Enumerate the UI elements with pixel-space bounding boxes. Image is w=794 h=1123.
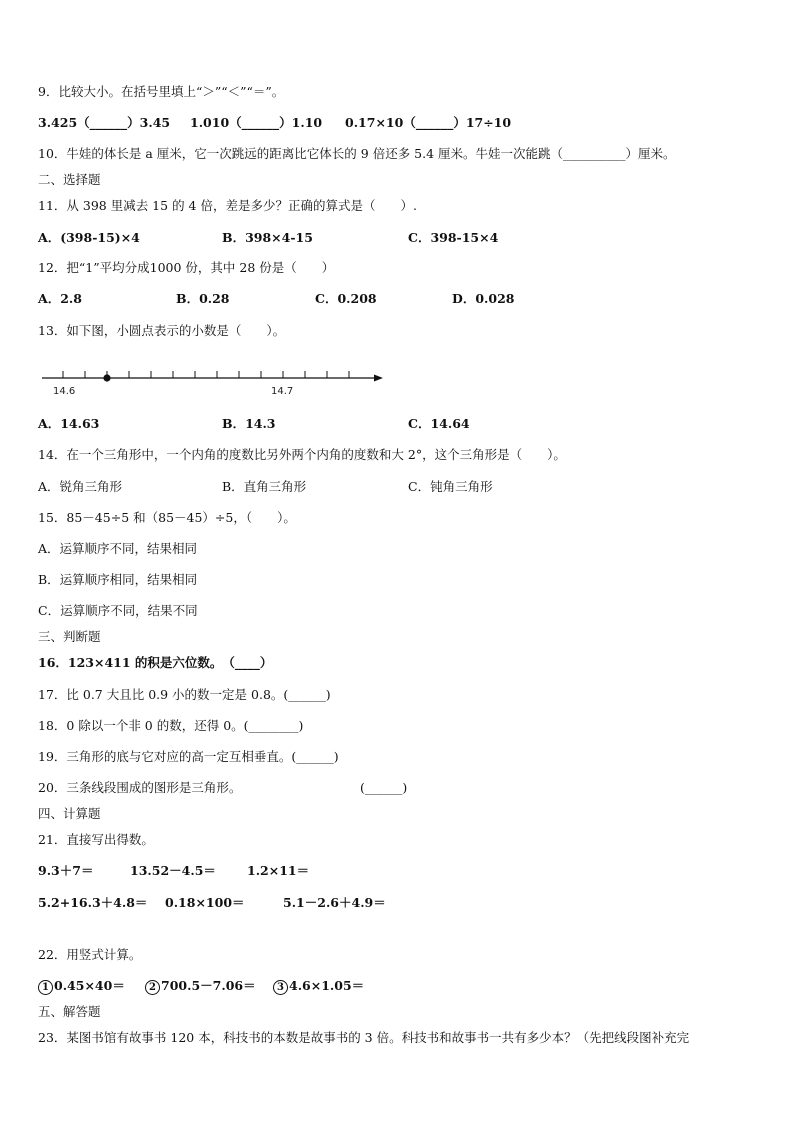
q15-option-c: C．运算顺序不同，结果不同	[38, 603, 198, 618]
circled-number-2-icon: 2	[145, 980, 160, 995]
q12-option-b: B．0.28	[176, 291, 230, 306]
q22-item-2	[145, 978, 256, 995]
q13-stem: 13．如下图，小圆点表示的小数是（ ）。	[38, 323, 286, 338]
q11-option-c: C．398-15×4	[408, 230, 499, 245]
q12-option-a: A．2.8	[38, 291, 82, 306]
q14-stem: 14．在一个三角形中，一个内角的度数比另外两个内角的度数和大 2°，这个三角形是（ ）。	[38, 447, 566, 462]
q17: 17．比 0.7 大且比 0.9 小的数一定是 0.8。(______)	[38, 687, 331, 702]
q15-option-b: B．运算顺序相同，结果相同	[38, 572, 198, 587]
q22-item-3-expr: 4.6×1.05＝	[289, 978, 365, 993]
circled-number-1-icon: 1	[38, 980, 53, 995]
q11-stem: 11．从 398 里减去 15 的 4 倍，差是多少？正确的算式是（ ）.	[38, 198, 417, 213]
q9-item-1: 3.425（______）3.45	[38, 115, 171, 130]
q16: 16．123×411 的积是六位数。 （____）	[38, 655, 273, 670]
q21-row2-item-3: 5.1－2.6＋4.9＝	[283, 895, 386, 910]
number-line	[38, 360, 383, 400]
q22-stem: 22．用竖式计算。	[38, 947, 142, 962]
q13-option-a: A．14.63	[38, 416, 100, 431]
q21-row1-item-2: 13.52－4.5＝	[130, 863, 216, 878]
q14-option-b: B．直角三角形	[222, 479, 307, 494]
q12-stem: 12．把“1”平均分成1000 份，其中 28 份是（ ）	[38, 260, 335, 275]
q23-stem: 23．某图书馆有故事书 120 本，科技书的本数是故事书的 3 倍。科技书和故事书一共有多少本？（先把线段图补充完	[38, 1030, 690, 1045]
q14-option-c: C．钝角三角形	[408, 479, 493, 494]
q21-row2-item-2: 0.18×100＝	[165, 895, 245, 910]
q9-item-2: 1.010（______）1.10	[190, 115, 323, 130]
q14-option-a: A．锐角三角形	[38, 479, 123, 494]
number-line-point	[103, 374, 110, 381]
q20-text: 20．三条线段围成的图形是三角形。	[38, 780, 242, 795]
q13-option-b: B．14.3	[222, 416, 276, 431]
q9-item-3: 0.17×10（______）17÷10	[345, 115, 512, 130]
q21-stem: 21．直接写出得数。	[38, 832, 154, 847]
number-line-label-mid: 14.7	[271, 386, 294, 397]
q11-option-b: B．398×4-15	[222, 230, 313, 245]
section-4-heading: 四、计算题	[38, 806, 101, 821]
section-2-heading: 二、选择题	[38, 172, 101, 187]
q20-blank: (______)	[360, 780, 408, 795]
q15-option-a: A．运算顺序不同，结果相同	[38, 541, 198, 556]
q9-stem: 9．比较大小。在括号里填上“＞”“＜”“＝”。	[38, 84, 285, 99]
q19: 19．三角形的底与它对应的高一定互相垂直。(______)	[38, 749, 339, 764]
number-line-arrow-icon	[374, 375, 383, 382]
q11-option-a: A．(398-15)×4	[38, 230, 140, 245]
number-line-label-left: 14.6	[53, 386, 76, 397]
q12-option-c: C．0.208	[315, 291, 377, 306]
q22-item-1-expr: 0.45×40＝	[54, 978, 125, 993]
q18: 18．0 除以一个非 0 的数，还得 0。(________)	[38, 718, 304, 733]
q21-row1-item-1: 9.3＋7＝	[38, 863, 94, 878]
q12-option-d: D．0.028	[452, 291, 515, 306]
q21-row1-item-3: 1.2×11＝	[247, 863, 310, 878]
q21-row2-item-1: 5.2+16.3＋4.8＝	[38, 895, 148, 910]
q15-stem: 15．85－45÷5 和（85－45）÷5，（ ）。	[38, 510, 296, 525]
q10-stem: 10．牛娃的体长是 a 厘米，它一次跳远的距离比它体长的 9 倍还多 5.4 厘米。牛娃一次能跳（__________）厘米。	[38, 146, 676, 161]
section-5-heading: 五、解答题	[38, 1004, 101, 1019]
q13-option-c: C．14.64	[408, 416, 470, 431]
circled-number-3-icon: 3	[273, 980, 288, 995]
q22-item-3	[273, 978, 364, 995]
section-3-heading: 三、判断题	[38, 629, 101, 644]
q22-item-2-expr: 700.5－7.06＝	[161, 978, 256, 993]
q22-item-1	[38, 978, 125, 995]
